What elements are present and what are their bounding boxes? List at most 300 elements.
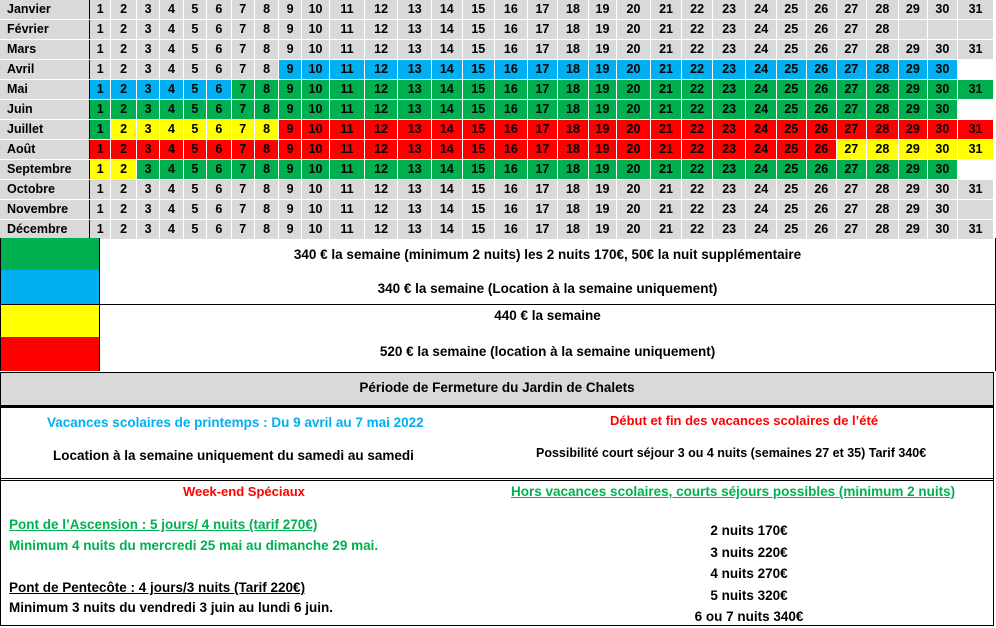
day-cell: 13 (398, 200, 432, 220)
day-cell: 14 (432, 20, 463, 40)
legend-text: 520 € la semaine (location à la semaine uniquement) (379, 344, 716, 359)
day-cell: 25 (776, 180, 806, 200)
day-cell: 8 (254, 160, 278, 180)
day-cell: 4 (160, 0, 183, 20)
day-cell: 25 (776, 0, 806, 20)
day-cell: 12 (364, 60, 398, 80)
legend-yellow (0, 305, 996, 337)
day-cell: 17 (527, 220, 558, 240)
day-cell: 17 (527, 60, 558, 80)
month-row (0, 120, 994, 140)
day-cell: 11 (330, 120, 365, 140)
day-cell: 1 (90, 180, 111, 200)
day-cell: 11 (330, 220, 365, 240)
day-cell: 20 (617, 40, 651, 60)
day-cell: 22 (682, 180, 713, 200)
day-cell: 3 (136, 180, 159, 200)
day-cell: 24 (746, 160, 777, 180)
day-cell: 28 (866, 200, 899, 220)
month-name: Décembre (0, 220, 90, 240)
legend-swatch (1, 270, 100, 304)
legend-text: 340 € la semaine (minimum 2 nuits) les 2 nuits 170€, 50€ la nuit supplémentaire (293, 247, 802, 262)
day-cell: 29 (899, 60, 928, 80)
day-cell: 9 (279, 80, 301, 100)
day-cell: 31 (958, 80, 994, 100)
day-cell: 17 (527, 160, 558, 180)
day-cell: 28 (866, 60, 899, 80)
month-row (0, 60, 994, 80)
day-cell: 18 (558, 0, 589, 20)
day-cell: 24 (746, 120, 777, 140)
day-cell: 6 (207, 200, 231, 220)
day-cell: 27 (837, 100, 867, 120)
day-cell: 26 (806, 40, 837, 60)
day-cell: 4 (160, 60, 183, 80)
day-cell: 4 (160, 140, 183, 160)
day-cell: 23 (712, 120, 746, 140)
day-cell (958, 160, 994, 180)
day-cell: 9 (279, 200, 301, 220)
day-cell: 1 (90, 100, 111, 120)
day-cell: 14 (432, 160, 463, 180)
legend-green (0, 238, 996, 270)
day-cell: 4 (160, 40, 183, 60)
day-cell: 23 (712, 80, 746, 100)
day-cell: 24 (746, 180, 777, 200)
day-cell: 22 (682, 160, 713, 180)
day-cell: 4 (160, 200, 183, 220)
day-cell: 29 (899, 100, 928, 120)
day-cell: 2 (111, 120, 136, 140)
day-cell: 3 (136, 0, 159, 20)
day-cell: 15 (462, 120, 495, 140)
month-name: Juin (0, 100, 90, 120)
day-cell: 11 (330, 180, 365, 200)
day-cell: 6 (207, 60, 231, 80)
day-cell: 27 (837, 140, 867, 160)
day-cell: 3 (136, 80, 159, 100)
day-cell: 18 (558, 100, 589, 120)
day-cell: 7 (231, 20, 254, 40)
day-cell: 8 (254, 200, 278, 220)
day-cell: 21 (650, 220, 682, 240)
day-cell: 23 (712, 0, 746, 20)
day-cell: 18 (558, 20, 589, 40)
day-cell: 2 (111, 80, 136, 100)
legend-text: 440 € la semaine (494, 308, 601, 323)
day-cell: 19 (588, 60, 617, 80)
month-row (0, 80, 994, 100)
day-cell: 3 (136, 220, 159, 240)
day-cell: 14 (432, 80, 463, 100)
day-cell: 9 (279, 0, 301, 20)
day-cell: 22 (682, 0, 713, 20)
day-cell: 20 (617, 200, 651, 220)
day-cell: 29 (899, 120, 928, 140)
day-cell: 28 (866, 220, 899, 240)
day-cell (958, 20, 994, 40)
day-cell: 10 (301, 0, 330, 20)
month-row (0, 140, 994, 160)
day-cell: 30 (927, 0, 958, 20)
day-cell: 2 (111, 0, 136, 20)
day-cell: 15 (462, 100, 495, 120)
day-cell: 22 (682, 120, 713, 140)
day-cell: 30 (927, 40, 958, 60)
day-cell: 12 (364, 40, 398, 60)
day-cell: 30 (927, 120, 958, 140)
day-cell: 10 (301, 180, 330, 200)
day-cell: 6 (207, 140, 231, 160)
day-cell: 15 (462, 140, 495, 160)
month-row (0, 220, 994, 240)
day-cell: 8 (254, 20, 278, 40)
day-cell: 6 (207, 180, 231, 200)
day-cell: 26 (806, 60, 837, 80)
day-cell: 26 (806, 120, 837, 140)
day-cell: 15 (462, 220, 495, 240)
day-cell: 21 (650, 40, 682, 60)
day-cell: 7 (231, 180, 254, 200)
day-cell: 30 (927, 60, 958, 80)
day-cell: 6 (207, 160, 231, 180)
day-cell: 24 (746, 40, 777, 60)
month-name: Octobre (0, 180, 90, 200)
day-cell: 20 (617, 140, 651, 160)
day-cell: 17 (527, 120, 558, 140)
day-cell: 26 (806, 160, 837, 180)
day-cell: 30 (927, 160, 958, 180)
day-cell: 22 (682, 200, 713, 220)
day-cell: 6 (207, 40, 231, 60)
day-cell: 28 (866, 180, 899, 200)
day-cell: 24 (746, 20, 777, 40)
day-cell: 20 (617, 80, 651, 100)
short-stay-item: 3 nuits 220€ (710, 544, 788, 560)
day-cell: 25 (776, 40, 806, 60)
day-cell: 11 (330, 200, 365, 220)
day-cell: 7 (231, 0, 254, 20)
calendar-table (0, 0, 994, 240)
day-cell (958, 60, 994, 80)
day-cell: 23 (712, 160, 746, 180)
day-cell: 9 (279, 180, 301, 200)
month-row (0, 160, 994, 180)
day-cell: 21 (650, 60, 682, 80)
day-cell: 24 (746, 200, 777, 220)
day-cell: 11 (330, 160, 365, 180)
day-cell: 9 (279, 20, 301, 40)
day-cell: 14 (432, 0, 463, 20)
day-cell: 21 (650, 160, 682, 180)
day-cell: 22 (682, 80, 713, 100)
day-cell: 7 (231, 80, 254, 100)
day-cell: 27 (837, 180, 867, 200)
short-stay-item: 4 nuits 270€ (710, 566, 788, 581)
day-cell: 17 (527, 20, 558, 40)
month-name: Août (0, 140, 90, 160)
day-cell: 23 (712, 220, 746, 240)
weekends-title: Week-end Spéciaux (183, 484, 305, 499)
day-cell: 4 (160, 100, 183, 120)
day-cell: 10 (301, 160, 330, 180)
day-cell: 14 (432, 60, 463, 80)
day-cell: 24 (746, 140, 777, 160)
month-name: Juillet (0, 120, 90, 140)
day-cell: 11 (330, 80, 365, 100)
day-cell: 28 (866, 0, 899, 20)
day-cell: 6 (207, 100, 231, 120)
day-cell: 28 (866, 40, 899, 60)
day-cell: 20 (617, 160, 651, 180)
day-cell: 19 (588, 160, 617, 180)
day-cell: 20 (617, 120, 651, 140)
day-cell: 17 (527, 100, 558, 120)
day-cell: 20 (617, 100, 651, 120)
day-cell: 28 (866, 140, 899, 160)
day-cell: 29 (899, 180, 928, 200)
day-cell: 2 (111, 40, 136, 60)
day-cell: 8 (254, 180, 278, 200)
day-cell: 19 (588, 220, 617, 240)
day-cell: 16 (495, 200, 528, 220)
day-cell: 8 (254, 100, 278, 120)
day-cell: 15 (462, 0, 495, 20)
day-cell: 14 (432, 180, 463, 200)
day-cell: 15 (462, 180, 495, 200)
day-cell: 26 (806, 100, 837, 120)
day-cell: 6 (207, 120, 231, 140)
summer-title: Début et fin des vacances scolaires de l’été (610, 413, 879, 428)
day-cell: 29 (899, 40, 928, 60)
day-cell: 6 (207, 0, 231, 20)
month-name: Mars (0, 40, 90, 60)
day-cell: 13 (398, 220, 432, 240)
short-stays-title: Hors vacances scolaires, courts séjours possibles (minimum 2 nuits) (511, 484, 956, 499)
day-cell: 31 (958, 140, 994, 160)
day-cell: 16 (495, 40, 528, 60)
day-cell: 15 (462, 80, 495, 100)
day-cell: 3 (136, 160, 159, 180)
day-cell: 1 (90, 60, 111, 80)
day-cell: 18 (558, 140, 589, 160)
day-cell: 12 (364, 100, 398, 120)
day-cell: 27 (837, 200, 867, 220)
day-cell: 2 (111, 140, 136, 160)
day-cell: 8 (254, 140, 278, 160)
day-cell: 5 (183, 140, 206, 160)
day-cell: 13 (398, 40, 432, 60)
day-cell: 10 (301, 100, 330, 120)
day-cell: 9 (279, 120, 301, 140)
day-cell: 14 (432, 100, 463, 120)
day-cell: 25 (776, 140, 806, 160)
special-offers-section (0, 478, 994, 626)
day-cell: 2 (111, 220, 136, 240)
day-cell: 19 (588, 140, 617, 160)
day-cell: 18 (558, 200, 589, 220)
day-cell: 21 (650, 80, 682, 100)
day-cell: 13 (398, 180, 432, 200)
day-cell: 29 (899, 0, 928, 20)
day-cell: 10 (301, 200, 330, 220)
day-cell: 3 (136, 40, 159, 60)
day-cell: 16 (495, 20, 528, 40)
day-cell: 23 (712, 100, 746, 120)
day-cell: 27 (837, 120, 867, 140)
legend-swatch (1, 305, 100, 337)
day-cell: 7 (231, 140, 254, 160)
day-cell: 27 (837, 60, 867, 80)
day-cell: 13 (398, 120, 432, 140)
day-cell: 22 (682, 220, 713, 240)
day-cell: 15 (462, 40, 495, 60)
day-cell: 20 (617, 20, 651, 40)
day-cell: 20 (617, 0, 651, 20)
day-cell: 10 (301, 40, 330, 60)
day-cell: 1 (90, 200, 111, 220)
day-cell: 14 (432, 200, 463, 220)
day-cell: 4 (160, 220, 183, 240)
day-cell: 8 (254, 120, 278, 140)
month-name: Novembre (0, 200, 90, 220)
day-cell: 8 (254, 220, 278, 240)
day-cell: 16 (495, 220, 528, 240)
day-cell: 17 (527, 140, 558, 160)
day-cell: 1 (90, 40, 111, 60)
month-row (0, 200, 994, 220)
day-cell: 3 (136, 60, 159, 80)
day-cell: 26 (806, 20, 837, 40)
day-cell: 13 (398, 160, 432, 180)
day-cell: 10 (301, 120, 330, 140)
day-cell: 21 (650, 100, 682, 120)
day-cell: 1 (90, 20, 111, 40)
day-cell: 10 (301, 220, 330, 240)
day-cell: 25 (776, 160, 806, 180)
day-cell: 23 (712, 140, 746, 160)
day-cell: 23 (712, 200, 746, 220)
day-cell: 10 (301, 20, 330, 40)
day-cell: 22 (682, 140, 713, 160)
day-cell: 9 (279, 140, 301, 160)
day-cell: 7 (231, 160, 254, 180)
day-cell: 5 (183, 100, 206, 120)
day-cell: 2 (111, 60, 136, 80)
day-cell: 12 (364, 200, 398, 220)
day-cell: 19 (588, 120, 617, 140)
day-cell: 25 (776, 120, 806, 140)
day-cell: 23 (712, 180, 746, 200)
day-cell: 1 (90, 120, 111, 140)
day-cell: 11 (330, 100, 365, 120)
day-cell: 30 (927, 200, 958, 220)
day-cell: 11 (330, 0, 365, 20)
day-cell: 25 (776, 20, 806, 40)
day-cell: 29 (899, 80, 928, 100)
month-name: Mai (0, 80, 90, 100)
day-cell: 31 (958, 180, 994, 200)
spring-title: Vacances scolaires de printemps : Du 9 avril au 7 mai 2022 (47, 415, 424, 430)
day-cell: 4 (160, 80, 183, 100)
day-cell: 13 (398, 20, 432, 40)
month-row (0, 20, 994, 40)
day-cell: 5 (183, 0, 206, 20)
day-cell: 9 (279, 100, 301, 120)
pentecote-title: Pont de Pentecôte : 4 jours/3 nuits (Tarif 220€) (9, 580, 306, 595)
day-cell: 14 (432, 40, 463, 60)
day-cell: 25 (776, 80, 806, 100)
holiday-section (0, 406, 994, 481)
day-cell: 17 (527, 0, 558, 20)
day-cell: 25 (776, 200, 806, 220)
day-cell: 16 (495, 60, 528, 80)
day-cell: 29 (899, 140, 928, 160)
day-cell: 5 (183, 60, 206, 80)
day-cell: 18 (558, 120, 589, 140)
day-cell: 12 (364, 180, 398, 200)
day-cell: 4 (160, 160, 183, 180)
day-cell: 19 (588, 80, 617, 100)
day-cell: 27 (837, 40, 867, 60)
day-cell: 26 (806, 220, 837, 240)
day-cell: 27 (837, 0, 867, 20)
day-cell: 1 (90, 0, 111, 20)
day-cell: 27 (837, 220, 867, 240)
day-cell: 5 (183, 180, 206, 200)
day-cell: 26 (806, 80, 837, 100)
day-cell: 7 (231, 200, 254, 220)
day-cell: 2 (111, 160, 136, 180)
day-cell: 15 (462, 200, 495, 220)
day-cell: 30 (927, 100, 958, 120)
legend-swatch (1, 337, 100, 371)
day-cell (899, 20, 928, 40)
day-cell: 21 (650, 180, 682, 200)
day-cell: 20 (617, 60, 651, 80)
day-cell: 30 (927, 140, 958, 160)
day-cell: 18 (558, 180, 589, 200)
short-stay-item: 2 nuits 170€ (710, 523, 788, 538)
day-cell: 16 (495, 140, 528, 160)
day-cell (958, 100, 994, 120)
legend-blue (0, 270, 996, 305)
day-cell: 30 (927, 180, 958, 200)
day-cell: 23 (712, 40, 746, 60)
day-cell: 16 (495, 0, 528, 20)
day-cell: 18 (558, 160, 589, 180)
day-cell: 18 (558, 220, 589, 240)
day-cell: 24 (746, 220, 777, 240)
day-cell: 20 (617, 180, 651, 200)
day-cell: 23 (712, 20, 746, 40)
day-cell: 19 (588, 180, 617, 200)
day-cell: 12 (364, 80, 398, 100)
day-cell: 2 (111, 200, 136, 220)
day-cell: 29 (899, 200, 928, 220)
day-cell: 22 (682, 60, 713, 80)
day-cell: 15 (462, 160, 495, 180)
day-cell: 19 (588, 0, 617, 20)
day-cell (958, 200, 994, 220)
day-cell: 5 (183, 80, 206, 100)
day-cell: 26 (806, 140, 837, 160)
day-cell: 14 (432, 120, 463, 140)
day-cell: 5 (183, 120, 206, 140)
day-cell: 31 (958, 220, 994, 240)
day-cell: 7 (231, 220, 254, 240)
day-cell: 3 (136, 140, 159, 160)
